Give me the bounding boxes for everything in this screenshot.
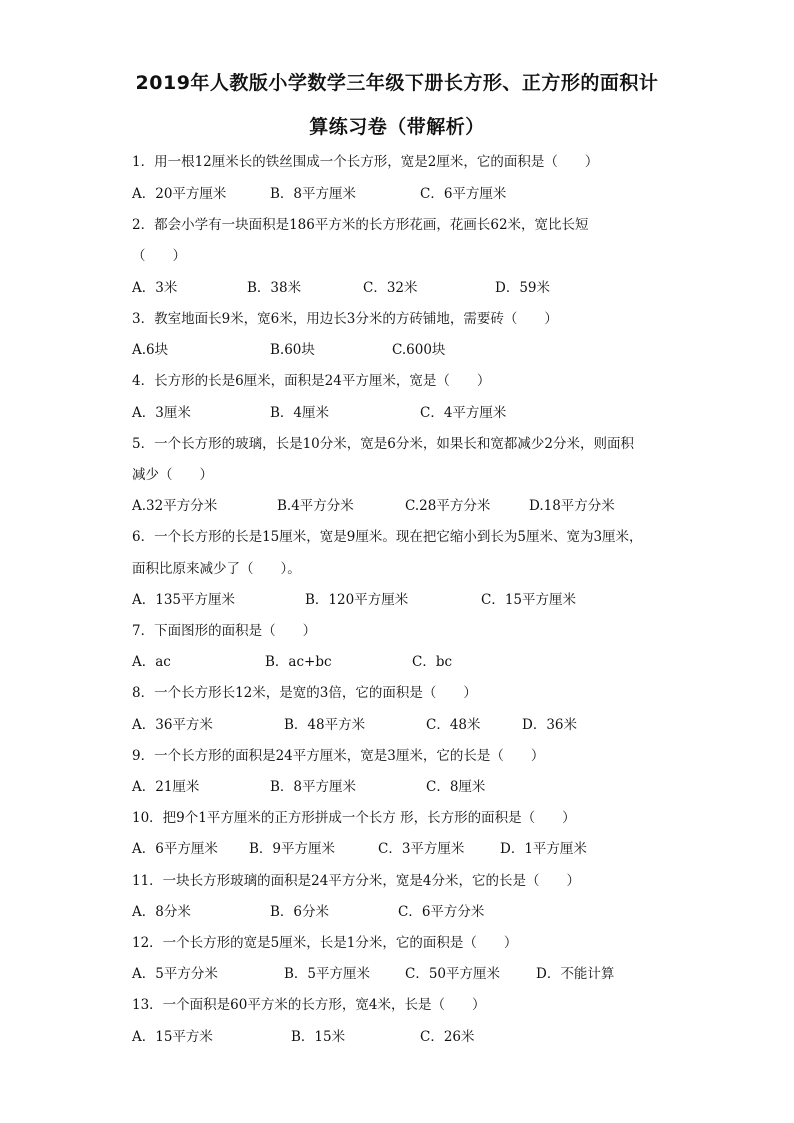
question-3-option-a: A.6块 [132, 342, 169, 358]
question-6-option-c: C．15平方厘米 [481, 592, 577, 608]
question-8-stem: 8．一个长方形长12米，是宽的3倍，它的面积是（ ） [132, 685, 477, 701]
question-5-stem-cont: 减少（ ） [132, 467, 213, 483]
question-9-option-c: C．8厘米 [426, 779, 486, 795]
question-10-option-c: C．3平方厘米 [378, 841, 465, 857]
question-11-option-a: A．8分米 [132, 904, 191, 920]
question-12-option-d: D．不能计算 [536, 966, 615, 982]
question-2-stem-cont: （ ） [132, 248, 186, 264]
question-8-option-d: D．36米 [522, 717, 578, 733]
question-9-option-b: B．8平方厘米 [270, 779, 357, 795]
question-2-option-c: C．32米 [363, 280, 418, 296]
question-4-option-b: B．4厘米 [270, 405, 330, 421]
question-7-stem: 7．下面图形的面积是（ ） [132, 623, 317, 639]
question-3-stem: 3．教室地面长9米，宽6米，用边长3分米的方砖铺地，需要砖（ ） [132, 311, 558, 327]
question-1-option-b: B．8平方厘米 [270, 186, 357, 202]
question-10-option-d: D．1平方厘米 [500, 841, 587, 857]
question-4-option-c: C．4平方厘米 [420, 405, 507, 421]
question-6-stem-cont: 面积比原来减少了（ ）。 [132, 561, 301, 577]
question-2-option-a: A．3米 [132, 280, 178, 296]
question-9-option-a: A．21厘米 [132, 779, 200, 795]
question-13-option-c: C．26米 [420, 1029, 475, 1045]
question-5-option-d: D.18平方分米 [529, 498, 615, 514]
question-13-option-b: B．15米 [291, 1029, 346, 1045]
question-11-stem: 11．一块长方形玻璃的面积是24平方分米，宽是4分米，它的长是（ ） [132, 873, 580, 889]
question-6-stem: 6．一个长方形的长是15厘米，宽是9厘米。现在把它缩小到长为5厘米、宽为3厘米， [132, 529, 643, 545]
question-5-option-a: A.32平方分米 [132, 498, 218, 514]
question-2-option-b: B．38米 [247, 280, 302, 296]
question-2-stem: 2．都会小学有一块面积是186平方米的长方形花画，花画长62米，宽比长短 [132, 217, 589, 233]
question-12-option-b: B．5平方厘米 [284, 966, 371, 982]
document-title-line-2: 算练习卷（带解析） [309, 116, 485, 138]
question-6-option-a: A．135平方厘米 [132, 592, 236, 608]
question-5-option-b: B.4平方分米 [277, 498, 354, 514]
question-3-option-b: B.60块 [270, 342, 315, 358]
question-12-option-a: A．5平方分米 [132, 966, 218, 982]
question-7-option-c: C．bc [412, 654, 453, 670]
question-8-option-b: B．48平方米 [284, 717, 366, 733]
question-1-option-a: A．20平方厘米 [132, 186, 227, 202]
question-4-stem: 4．长方形的长是6厘米，面积是24平方厘米，宽是（ ） [132, 373, 491, 389]
question-8-option-a: A．36平方米 [132, 717, 213, 733]
question-11-option-c: C．6平方分米 [398, 904, 485, 920]
question-12-option-c: C．50平方厘米 [405, 966, 501, 982]
question-5-option-c: C.28平方分米 [405, 498, 491, 514]
question-9-stem: 9．一个长方形的面积是24平方厘米，宽是3厘米，它的长是（ ） [132, 748, 545, 764]
question-5-stem: 5．一个长方形的玻璃，长是10分米，宽是6分米，如果长和宽都减少2分米，则面积 [132, 436, 634, 452]
question-12-stem: 12．一个长方形的宽是5厘米，长是1分米，它的面积是（ ） [132, 935, 518, 951]
question-11-option-b: B．6分米 [270, 904, 330, 920]
question-6-option-b: B．120平方厘米 [305, 592, 409, 608]
question-7-option-a: A．ac [132, 654, 171, 670]
question-13-option-a: A．15平方米 [132, 1029, 213, 1045]
question-7-option-b: B．ac+bc [265, 654, 332, 670]
question-1-option-c: C．6平方厘米 [420, 186, 507, 202]
question-1-stem: 1．用一根12厘米长的铁丝围成一个长方形，宽是2厘米，它的面积是（ ） [132, 154, 599, 170]
question-10-stem: 10．把9个1平方厘米的正方形拼成一个长方 形，长方形的面积是（ ） [132, 810, 576, 826]
question-2-option-d: D．59米 [495, 280, 551, 296]
question-4-option-a: A．3厘米 [132, 405, 191, 421]
question-10-option-b: B．9平方厘米 [249, 841, 336, 857]
question-3-option-c: C.600块 [392, 342, 446, 358]
question-10-option-a: A．6平方厘米 [132, 841, 218, 857]
question-13-stem: 13．一个面积是60平方米的长方形，宽4米，长是（ ） [132, 997, 486, 1013]
question-8-option-c: C．48米 [426, 717, 481, 733]
document-title-line-1: 2019年人教版小学数学三年级下册长方形、正方形的面积计 [135, 72, 659, 94]
